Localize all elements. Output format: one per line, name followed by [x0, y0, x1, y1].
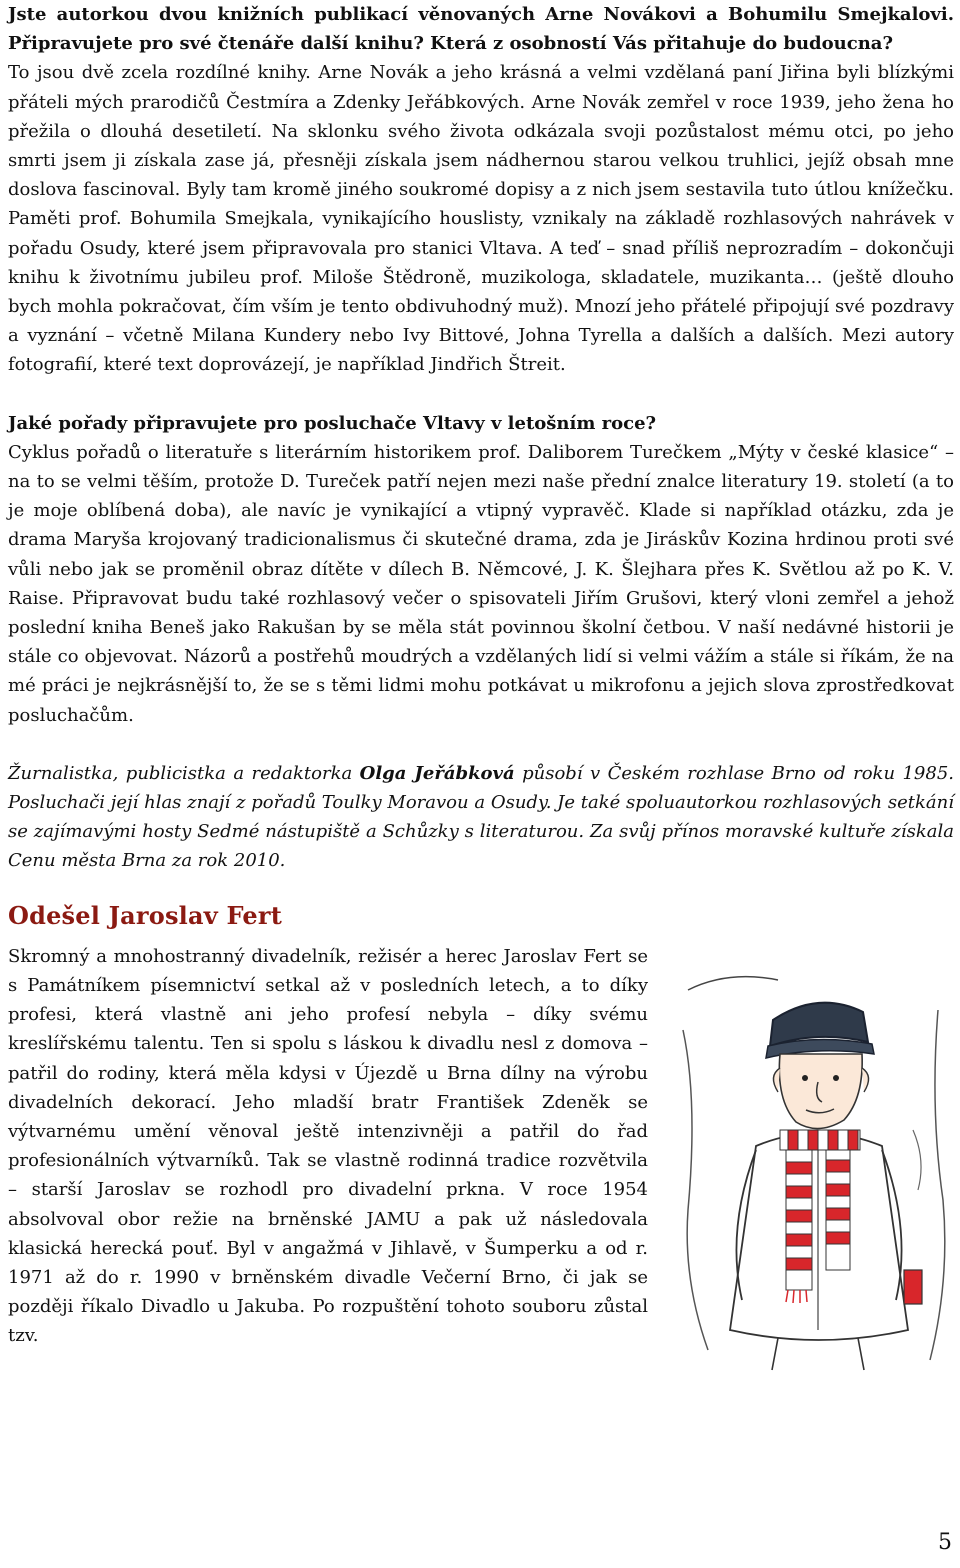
spacer: [8, 380, 954, 409]
bio-text-end: působí v Českém rozhlase Brno od roku 1985. Posluchači její hlas znají z pořadů Toulky Moravou a Osudy. Je také spoluautorkou rozhlasových setkání se zajímavými hosty Sedmé nástupiště a Schůzky s literaturou. Za svůj přínos moravské kultuře získala Cenu města Brna za rok 2010.: [8, 762, 954, 872]
obituary-title: Odešel Jaroslav Fert: [8, 900, 282, 930]
obituary-section: [8, 942, 954, 1351]
interview-block-1: [8, 0, 954, 380]
obituary-text: Skromný a mnohostranný divadelník, režisér a herec Jaroslav Fert se s Památníkem písemnictví setkal až v posledních letech, a to díky profesi, která vlastně ani jeho profesí nebyla – díky svému kreslířskému talentu. Ten si spolu s láskou k divadlu nesl z domova – patřil do rodiny, která měla kdysi v Újezdě u Brna dílny na výrobu divadelních dekorací. Jeho mladší bratr František Zdeněk se výtvarnému umění věnoval ještě intenzivněji a patřil do řad profesionálních výtvarníků. Tak se vlastně rodinná tradice rozvětvila – starší Jaroslav se rozhodl pro divadelní prkna. V roce 1954 absolvoval obor režie na brněnské JAMU a pak už následovala klasická herecká pouť. Byl v angažmá v Jihlavě, v Šumperku a od r. 1971 až do r. 1990 v brněnském divadle Večerní Brno, či jak se později říkalo Divadlo u Jakuba. Po rozpuštění tohoto souboru zůstal tzv.: [8, 945, 648, 1347]
bio-text-start: Žurnalistka, publicistka a redaktorka: [8, 762, 360, 784]
interview-question: Jste autorkou dvou knižních publikací věnovaných Arne Novákovi a Bohumilu Smejkalovi. Připravujete pro své čtenáře další knihu? Která z osobností Vás přitahuje do budoucna?: [8, 4, 954, 55]
spacer: [8, 730, 954, 759]
interview-answer: To jsou dvě zcela rozdílné knihy. Arne Novák a jeho krásná a velmi vzdělaná paní Jiřina byli blízkými přáteli mých prarodičů Čestmíra a Zdenky Jeřábkových. Arne Novák zemřel v roce 1939, jeho žena ho přežila o dlouhá desetiletí. Na sklonku svého života odkázala svoji pozůstalost mému otci, po jeho smrti jsem ji získala zase já, přesněji získala jsem nádhernou starou velkou truhlici, jejíž obsah mne doslova fascinoval. Byly tam kromě jiného soukromé dopisy a z nich jsem sestavila tuto útlou knížečku. Paměti prof. Bohumila Smejkala, vynikajícího houslisty, vznikaly na základě rozhlasových nahrávek v pořadu Osudy, které jsem připravovala pro stanici Vltava. A teď – snad příliš neprozradím – dokončuji knihu k životnímu jubileu prof. Miloše Štědroně, muzikologa, skladatele, muzikanta… (ještě dlouho bych mohla pokračovat, čím vším je tento obdivuhodný muž). Mnozí jeho přátelé připojují své pozdravy a vyznání – včetně Milana Kundery nebo Ivy Bittové, Johna Tyrella a dalších a dalších. Mezi autory fotografií, které text doprovázejí, je například Jindřich Štreit.: [8, 62, 954, 376]
interview-answer: Cyklus pořadů o literatuře s literárním historikem prof. Daliborem Turečkem „Mýty v české klasice“ – na to se velmi těším, protože D. Tureček patří nejen mezi naše přední znalce literatury 19. století (a to je moje oblíbená doba), ale navíc je vynikající a vtipný vypravěč. Klade si například otázku, zda je drama Maryša krojovaný tradicionalismus či skutečné drama, zda je Jiráskův Kozina hrdinou proti své vůli nebo jak se proměnil obraz dítěte v dílech B. Němcové, J. K. Šlejhara přes K. Světlou až po K. V. Raise. Připravovat budu také rozhlasový večer o spisovateli Jiřím Grušovi, který vloni zemřel a jehož poslední kniha Beneš jako Rakušan by se měla stát povinnou školní četbou. V naší nedávné historii je stále co objevovat. Názorů a postřehů moudrých a vzdělaných lidí si velmi vážím a stále si říkám, že na mé práci je nejkrásnější to, že se s těmi lidmi mohu potkávat u mikrofonu a jejich slova zprostředkovat posluchačům.: [8, 441, 954, 726]
page-body: [8, 0, 954, 1351]
interview-question: Jaké pořady připravujete pro posluchače Vltavy v letošním roce?: [8, 412, 657, 434]
spacer: [8, 876, 954, 898]
spacer: [8, 934, 954, 942]
caricature-drawing-icon: [668, 950, 958, 1380]
bio-author-name: Olga Jeřábková: [359, 762, 515, 784]
interview-block-2: [8, 409, 954, 730]
page-number: 5: [938, 1530, 952, 1555]
author-bio: [8, 759, 954, 876]
